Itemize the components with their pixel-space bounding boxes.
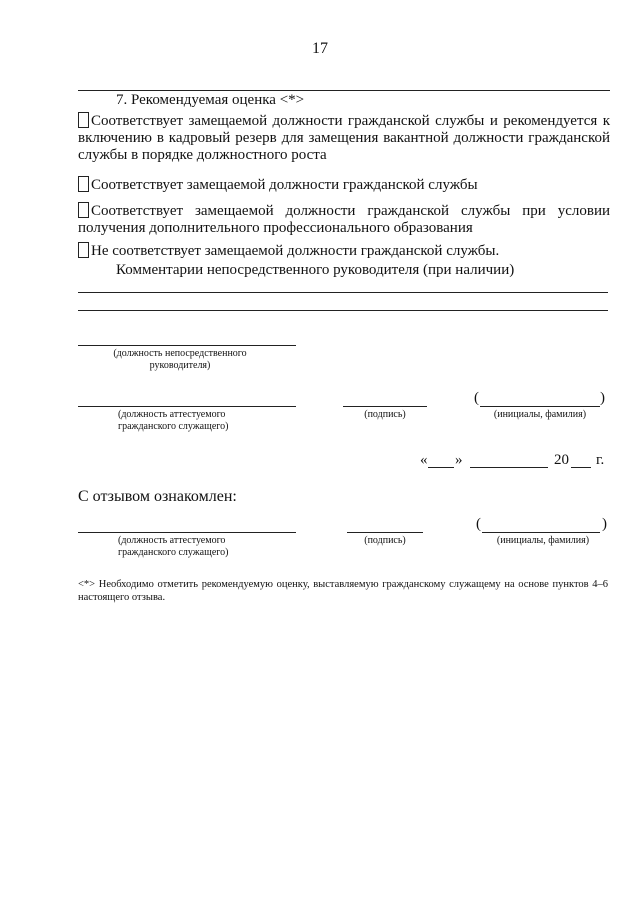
employee-position-caption: (должность аттестуемого гражданского служащего) <box>118 409 229 432</box>
ack-name-close-paren: ) <box>602 516 607 532</box>
employee-name-caption: (инициалы, фамилия) <box>493 409 587 420</box>
option-matches-with-education <box>78 202 610 237</box>
employee-name-line[interactable] <box>480 406 600 407</box>
date-year-line[interactable] <box>571 467 591 468</box>
acquainted-label: С отзывом ознакомлен: <box>78 488 237 505</box>
comment-line-2[interactable] <box>78 310 608 311</box>
date-open-quote: « <box>420 452 428 468</box>
date-day-line[interactable] <box>428 467 454 468</box>
option-recommended-reserve <box>78 112 610 164</box>
ack-name-caption: (инициалы, фамилия) <box>496 535 590 546</box>
manager-position-caption: (должность непосредственного руководителя) <box>113 348 247 371</box>
date-close-quote: » <box>455 452 463 468</box>
footnote: <*> Необходимо отметить рекомендуемую оценку, выставляемую гражданскому служащему на основе пунктов 4–6 настоящего отзыва. <box>78 579 608 603</box>
employee-name-open-paren: ( <box>474 390 479 406</box>
comment-line-1[interactable] <box>78 292 608 293</box>
section-title: 7. Рекомендуемая оценка <*> <box>116 92 305 108</box>
option-3-text: Соответствует замещаемой должности гражданской службы при условии получения дополнительного профессионального образования <box>78 203 610 236</box>
checkbox-option-1[interactable] <box>78 112 89 128</box>
ack-name-line[interactable] <box>482 532 600 533</box>
ack-name-open-paren: ( <box>476 516 481 532</box>
ack-signature-caption: (подпись) <box>364 535 406 546</box>
checkbox-option-3[interactable] <box>78 202 89 218</box>
ack-position-caption: (должность аттестуемого гражданского служащего) <box>118 535 229 558</box>
date-year-prefix: 20 <box>554 452 569 468</box>
option-4-text: Не соответствует замещаемой должности гражданской службы. <box>91 243 500 259</box>
option-2-text: Соответствует замещаемой должности гражданской службы <box>91 177 478 193</box>
employee-position-line[interactable] <box>78 406 296 407</box>
top-rule <box>78 90 610 91</box>
comment-label: Комментарии непосредственного руководителя (при наличии) <box>116 262 515 278</box>
checkbox-option-4[interactable] <box>78 242 89 258</box>
option-does-not-match <box>78 242 610 260</box>
date-year-suffix: г. <box>596 452 605 468</box>
manager-position-line[interactable] <box>78 345 296 346</box>
employee-name-close-paren: ) <box>600 390 605 406</box>
employee-signature-caption: (подпись) <box>364 409 406 420</box>
ack-signature-line[interactable] <box>347 532 423 533</box>
employee-signature-line[interactable] <box>343 406 427 407</box>
ack-position-line[interactable] <box>78 532 296 533</box>
option-matches-position <box>78 176 610 194</box>
option-1-text: Соответствует замещаемой должности гражданской службы и рекомендуется к включению в кадровый резерв для замещения вакантной должности гражданской службы в порядке должностного роста <box>78 113 610 163</box>
checkbox-option-2[interactable] <box>78 176 89 192</box>
date-month-line[interactable] <box>470 467 548 468</box>
page-number: 17 <box>312 40 328 57</box>
